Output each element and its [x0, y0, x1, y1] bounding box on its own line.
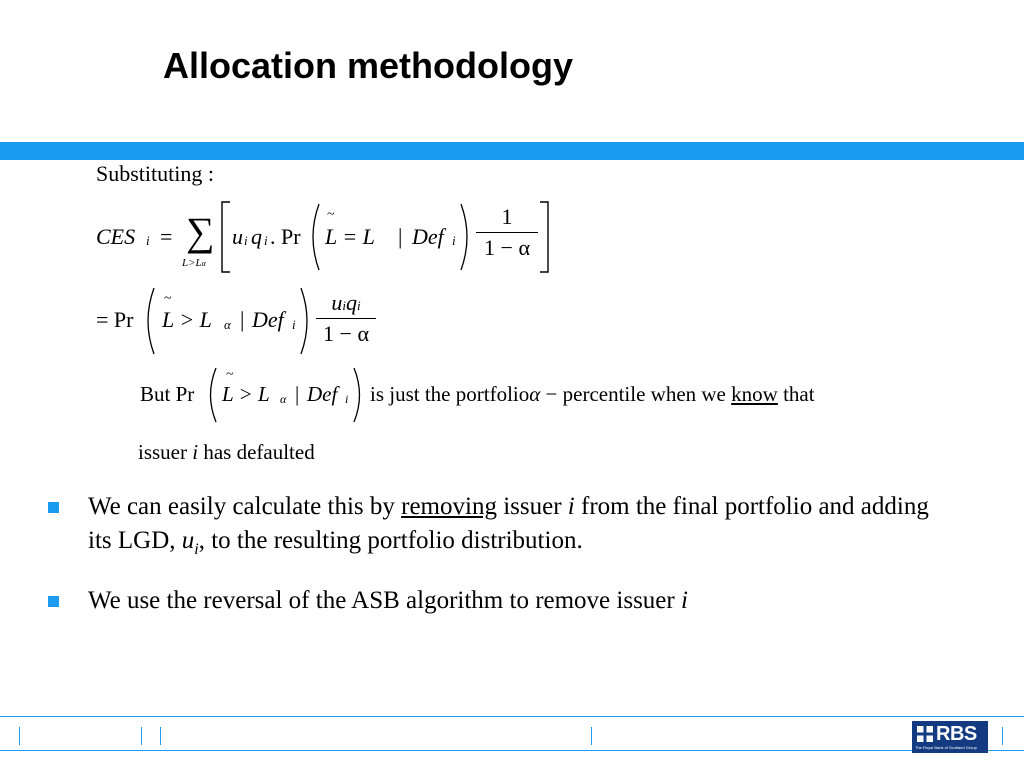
tilde-mark: ~ [327, 207, 335, 222]
left-paren [203, 366, 219, 424]
footer-divider [160, 727, 161, 745]
note-text-line1: is just the portfolioα − percentile when we know that [370, 382, 815, 406]
def-symbol: Def [252, 307, 284, 332]
fraction-denominator: 1 − α [484, 235, 530, 260]
uq-fraction [316, 292, 376, 345]
right-paren [351, 366, 367, 424]
header-band [0, 142, 1024, 160]
summation-limit: L>Lα [182, 257, 206, 269]
bullet-item: We use the reversal of the ASB algorithm to remove issuer i [46, 584, 946, 618]
alpha-fraction [476, 206, 538, 259]
def-symbol: Def [307, 382, 338, 406]
but-pr: But Pr [140, 382, 195, 406]
given-bar: | [240, 307, 245, 332]
equals-sign: = [160, 224, 173, 249]
def-subscript: i [452, 233, 456, 248]
left-paren [141, 286, 157, 356]
tilde-mark: ~ [226, 367, 234, 382]
left-paren [306, 202, 322, 272]
square-bullet-icon [48, 502, 59, 513]
footer-divider [19, 727, 20, 745]
conditional-event: L > L [222, 382, 270, 406]
alpha-subscript: α [280, 392, 287, 406]
ces-subscript: i [146, 233, 150, 248]
fraction-bar [316, 318, 376, 319]
footer-bottom-rule [0, 750, 1024, 751]
summation-sign: ∑ [186, 209, 215, 254]
conditional-event: L > L [162, 307, 212, 332]
given-bar: | [398, 224, 403, 249]
fraction-bar [476, 232, 538, 233]
q-symbol: q [251, 224, 262, 249]
right-paren [298, 286, 314, 356]
footer-divider [1002, 727, 1003, 745]
u-subscript: i [244, 233, 248, 248]
footer-divider [591, 727, 592, 745]
given-bar: | [295, 382, 300, 406]
q-subscript: i [264, 233, 268, 248]
equals-pr: = Pr [96, 307, 134, 332]
square-bullet-icon [48, 596, 59, 607]
slide-title: Allocation methodology [163, 45, 573, 86]
right-paren [458, 202, 474, 272]
note-text-line2: issuer i has defaulted [138, 440, 315, 464]
fraction-numerator: uiqi [331, 290, 361, 315]
conditional-event: L = L [325, 224, 375, 249]
logo-tagline: The Royal Bank of Scotland Group [915, 745, 977, 750]
footer-divider [141, 727, 142, 745]
footer-top-rule [0, 716, 1024, 717]
u-symbol: u [232, 224, 243, 249]
fraction-numerator: 1 [501, 204, 513, 229]
dot-pr: . Pr [270, 224, 301, 249]
fraction-denominator: 1 − α [323, 321, 369, 346]
daisy-wheel-icon [915, 724, 935, 744]
right-bracket [536, 200, 552, 274]
rbs-logo [912, 721, 988, 753]
substituting-label: Substituting : [96, 161, 214, 186]
def-subscript: i [345, 392, 349, 406]
alpha-subscript: α [224, 317, 231, 332]
ces-symbol: CES [96, 224, 136, 249]
def-subscript: i [292, 317, 296, 332]
bullet-item: We can easily calculate this by removing issuer i from the final portfolio and adding its LGD, $u_i$, to the resulting portfolio distribution. [46, 490, 946, 567]
tilde-mark: ~ [164, 291, 172, 306]
logo-wordmark: RBS [936, 723, 977, 745]
def-symbol: Def [412, 224, 444, 249]
bullet-list [46, 490, 946, 635]
